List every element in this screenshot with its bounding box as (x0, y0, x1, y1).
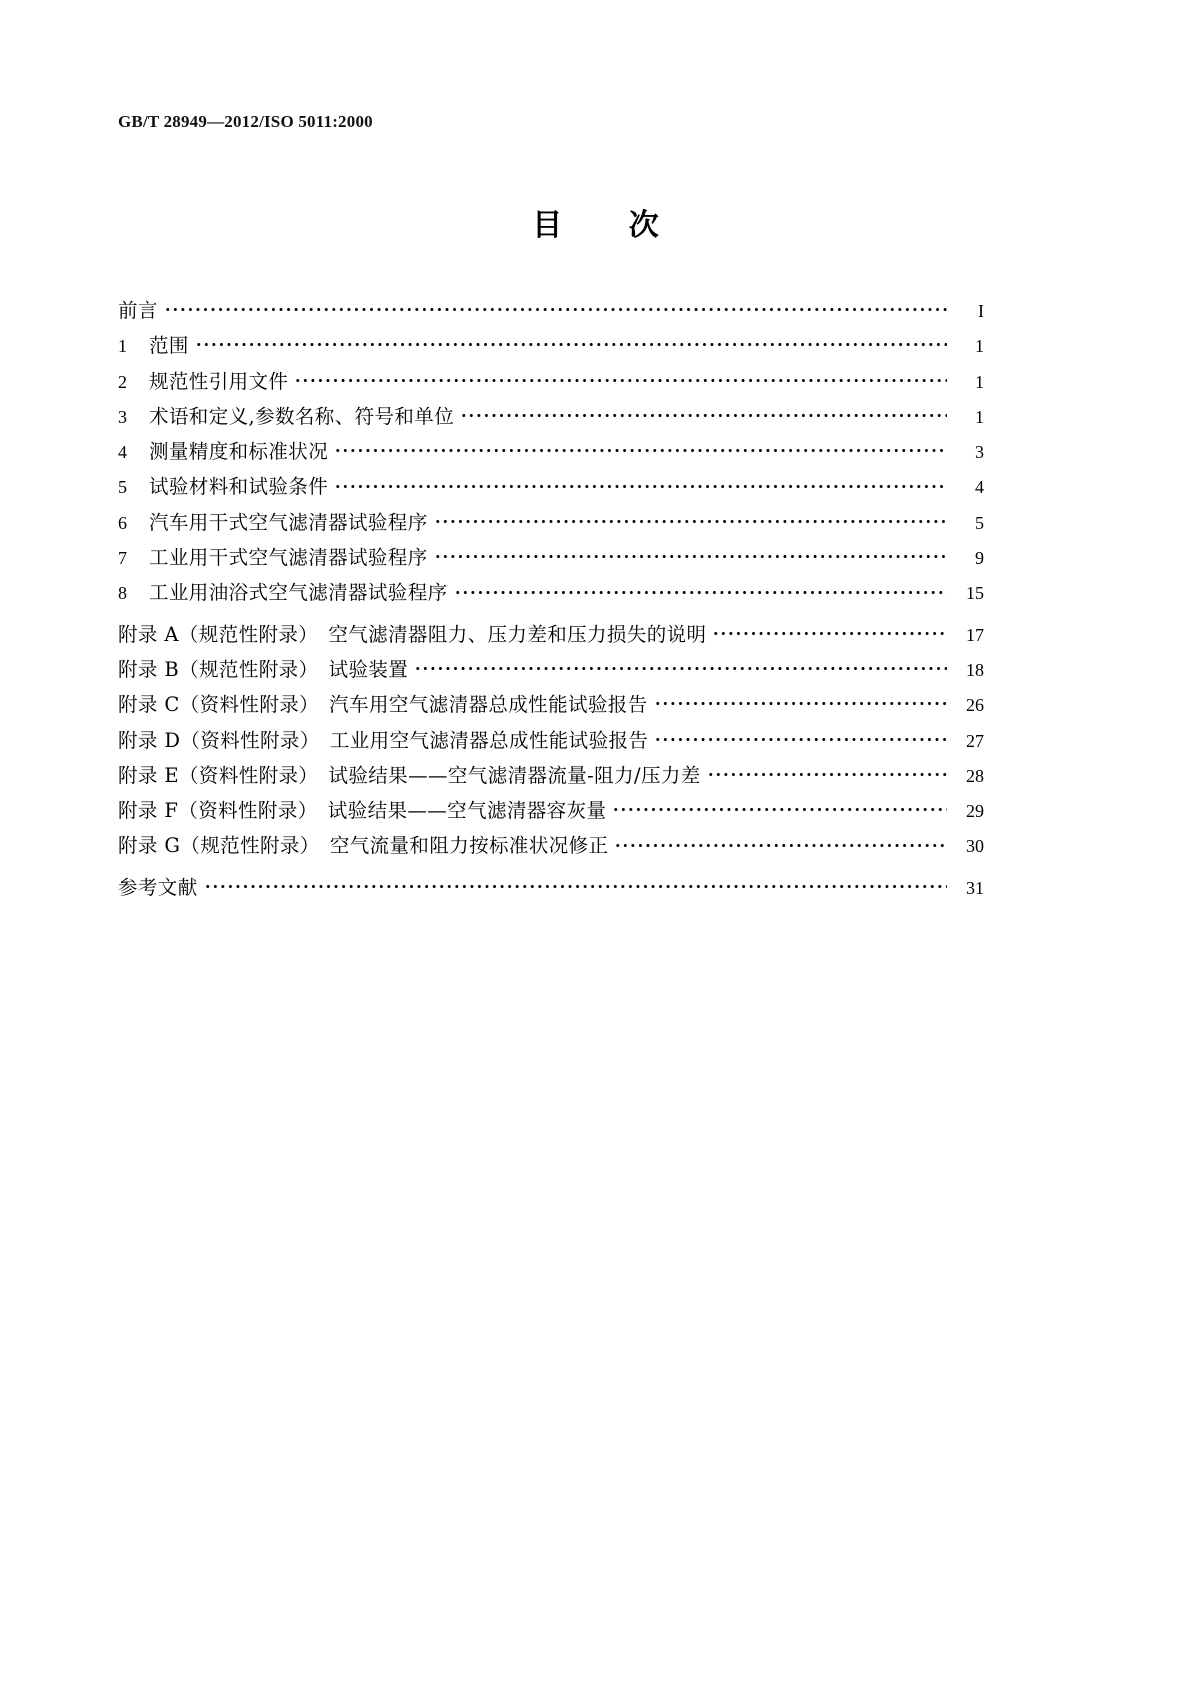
toc-entry[interactable] (118, 328, 984, 363)
toc-entry-page-number: 1 (975, 336, 984, 357)
toc-leader-dots (654, 727, 947, 747)
toc-leader-dots (334, 439, 947, 459)
toc-entry-page-number: 1 (975, 406, 984, 427)
toc-entry-label: 附录 B（规范性附录） 试验装置 (118, 657, 409, 681)
toc-entry-number: 2 (118, 371, 127, 392)
toc-leader-dots (460, 403, 947, 423)
toc-entry[interactable] (118, 505, 984, 540)
table-of-contents (118, 293, 984, 905)
toc-entry-page-number: 17 (966, 624, 984, 645)
toc-entry[interactable] (118, 652, 984, 687)
toc-entry[interactable] (118, 870, 984, 905)
running-header-standard-code: GB/T 28949—2012/ISO 5011:2000 (118, 112, 373, 131)
toc-entry-page-number: 31 (966, 877, 984, 898)
toc-entry-label: 汽车用干式空气滤清器试验程序 (149, 510, 428, 534)
toc-entry-label: 术语和定义,参数名称、符号和单位 (149, 404, 455, 428)
toc-entry-label: 附录 E（资料性附录） 试验结果——空气滤清器流量-阻力/压力差 (118, 763, 701, 787)
toc-entry-number: 8 (118, 583, 127, 604)
toc-entry-label: 试验材料和试验条件 (149, 475, 329, 499)
toc-entry-label: 附录 G（规范性附录） 空气流量和阻力按标准状况修正 (118, 834, 609, 858)
toc-entry-label: 工业用干式空气滤清器试验程序 (149, 546, 428, 570)
toc-leader-dots (707, 762, 947, 782)
toc-entry-page-number: 29 (966, 801, 984, 822)
toc-entry-page-number: 28 (966, 765, 984, 786)
toc-leader-dots (434, 545, 947, 565)
toc-entry-label: 测量精度和标准状况 (149, 440, 329, 464)
toc-entry-page-number: 4 (975, 477, 984, 498)
toc-entry-label: 附录 F（资料性附录） 试验结果——空气滤清器容灰量 (118, 799, 607, 823)
toc-entry-page-number: 5 (975, 512, 984, 533)
toc-entry-label: 前言 (118, 299, 158, 322)
toc-entry-label: 附录 D（资料性附录） 工业用空气滤清器总成性能试验报告 (118, 728, 649, 752)
toc-entry-number: 3 (118, 406, 127, 427)
toc-entry[interactable] (118, 575, 984, 610)
toc-entry-page-number: I (978, 301, 984, 321)
toc-entry-page-number: 26 (966, 695, 984, 716)
toc-entry[interactable] (118, 434, 984, 469)
page-title: 目 次 (532, 208, 687, 243)
toc-leader-dots (195, 333, 947, 353)
toc-entry-label: 附录 C（资料性附录） 汽车用空气滤清器总成性能试验报告 (118, 693, 648, 717)
toc-entry-page-number: 3 (975, 442, 984, 463)
toc-leader-dots (294, 368, 947, 388)
toc-entry[interactable] (118, 758, 984, 793)
toc-leader-dots (334, 474, 947, 494)
toc-leader-dots (434, 509, 947, 529)
toc-entry[interactable] (118, 540, 984, 575)
toc-leader-dots (612, 798, 947, 818)
toc-entry[interactable] (118, 364, 984, 399)
toc-entry-page-number: 15 (966, 583, 984, 604)
toc-entry[interactable] (118, 687, 984, 722)
toc-entry-number: 5 (118, 477, 127, 498)
toc-leader-dots (164, 298, 947, 318)
toc-entry-label: 参考文献 (118, 875, 198, 899)
toc-leader-dots (654, 692, 947, 712)
toc-entry-label: 工业用油浴式空气滤清器试验程序 (149, 581, 448, 605)
toc-leader-dots (204, 874, 947, 894)
toc-entry-number: 7 (118, 548, 127, 569)
toc-entry-number: 1 (118, 336, 127, 357)
toc-entry[interactable] (118, 617, 984, 652)
toc-entry-page-number: 9 (975, 548, 984, 569)
toc-entry-number: 6 (118, 512, 127, 533)
toc-entry[interactable] (118, 828, 984, 863)
toc-leader-dots (614, 833, 947, 853)
toc-entry-label: 范围 (149, 334, 189, 358)
toc-entry-page-number: 18 (966, 659, 984, 680)
toc-entry-page-number: 30 (966, 836, 984, 857)
toc-entry-label: 规范性引用文件 (149, 369, 289, 393)
toc-entry-number: 4 (118, 442, 127, 463)
toc-entry[interactable] (118, 793, 984, 828)
toc-entry[interactable] (118, 399, 984, 434)
toc-entry[interactable] (118, 723, 984, 758)
toc-leader-dots (414, 656, 947, 676)
toc-entry[interactable] (118, 293, 984, 328)
toc-entry-page-number: 27 (966, 730, 984, 751)
toc-leader-dots (712, 621, 947, 641)
toc-entry-label: 附录 A（规范性附录） 空气滤清器阻力、压力差和压力损失的说明 (118, 622, 707, 646)
toc-leader-dots (454, 580, 947, 600)
toc-entry-page-number: 1 (975, 371, 984, 392)
toc-entry[interactable] (118, 469, 984, 504)
